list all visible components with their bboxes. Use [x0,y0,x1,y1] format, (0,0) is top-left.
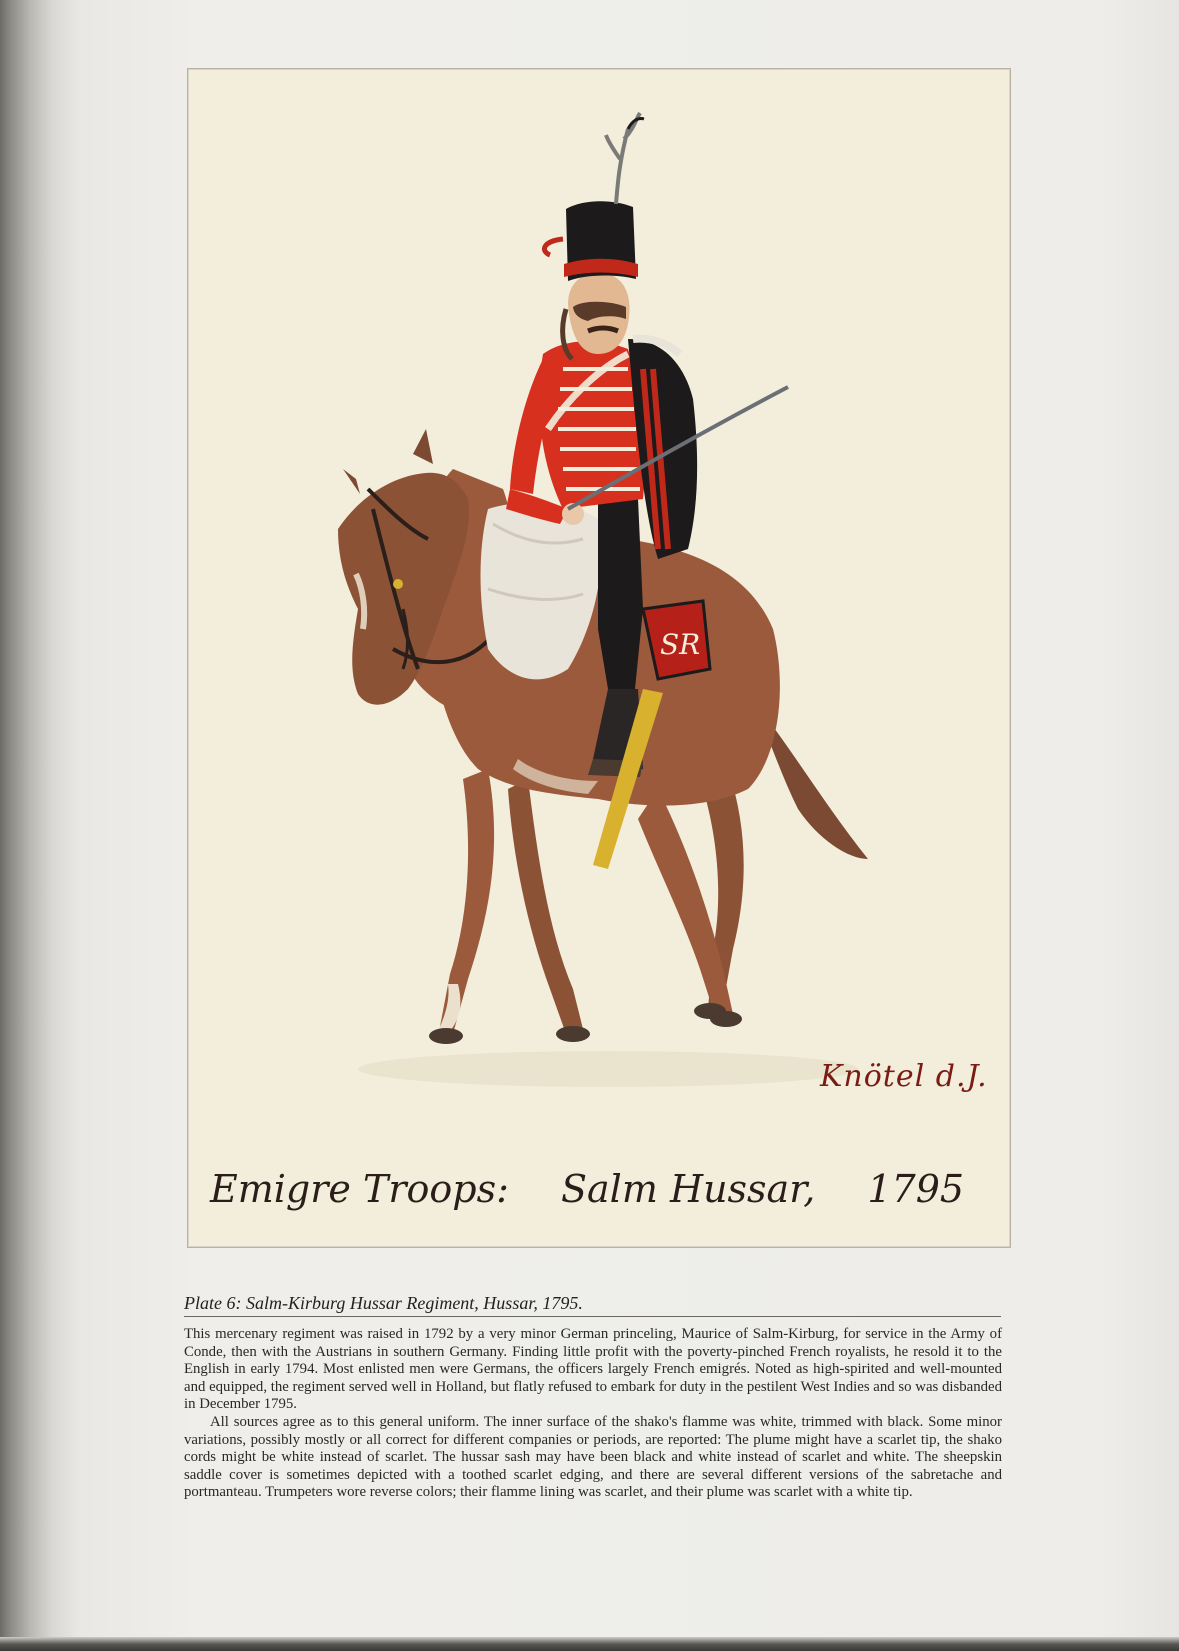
artist-signature: Knötel d.J. [820,1059,988,1094]
caption-year: 1795 [867,1167,965,1211]
figure-title: Plate 6: Salm-Kirburg Hussar Regiment, Hussar, 1795. [184,1293,1001,1317]
caption-salm-hussar: Salm Hussar, [560,1167,816,1211]
sabretache-monogram: SR [660,628,701,661]
caption-emigre-troops: Emigre Troops: [210,1167,509,1211]
illustration-plate [187,68,1011,1248]
description-paragraph-1: This mercenary regiment was raised in 1792 by a very minor German princeling, Maurice of Salm-Kirburg, for service in the Army of Conde, then with the Austrians in southern Germany. Finding little profit with the poverty-pinched French royalists, he resold it to the English in early 1794. Most enlisted men were Germans, the officers largely French emigrés. Noted as high-spirited and well-mounted and equipped, the regiment served well in Holland, but flatly refused to embark for duty in the pestilent West Indies and so was disbanded in December 1795. [184,1326,1002,1413]
figure-description [184,1326,1002,1502]
page-bottom-edge [0,1637,1179,1651]
description-paragraph-2: All sources agree as to this general uniform. The inner surface of the shako's flamme was white, trimmed with black. Some minor variations, possibly mostly or all correct for different companies or periods, are reported: The plume might have a scarlet tip, the shako cords might be white instead of scarlet. The hussar sash may have been black and white instead of scarlet and white. The sheepskin saddle cover is sometimes depicted with a toothed scarlet edging, and there are several different versions of the sabretache and portmanteau. Trumpeters wore reverse colors; their flamme lining was scarlet, and their plume was scarlet with a white tip. [184,1413,1002,1501]
plate-handwritten-caption [210,1167,990,1211]
